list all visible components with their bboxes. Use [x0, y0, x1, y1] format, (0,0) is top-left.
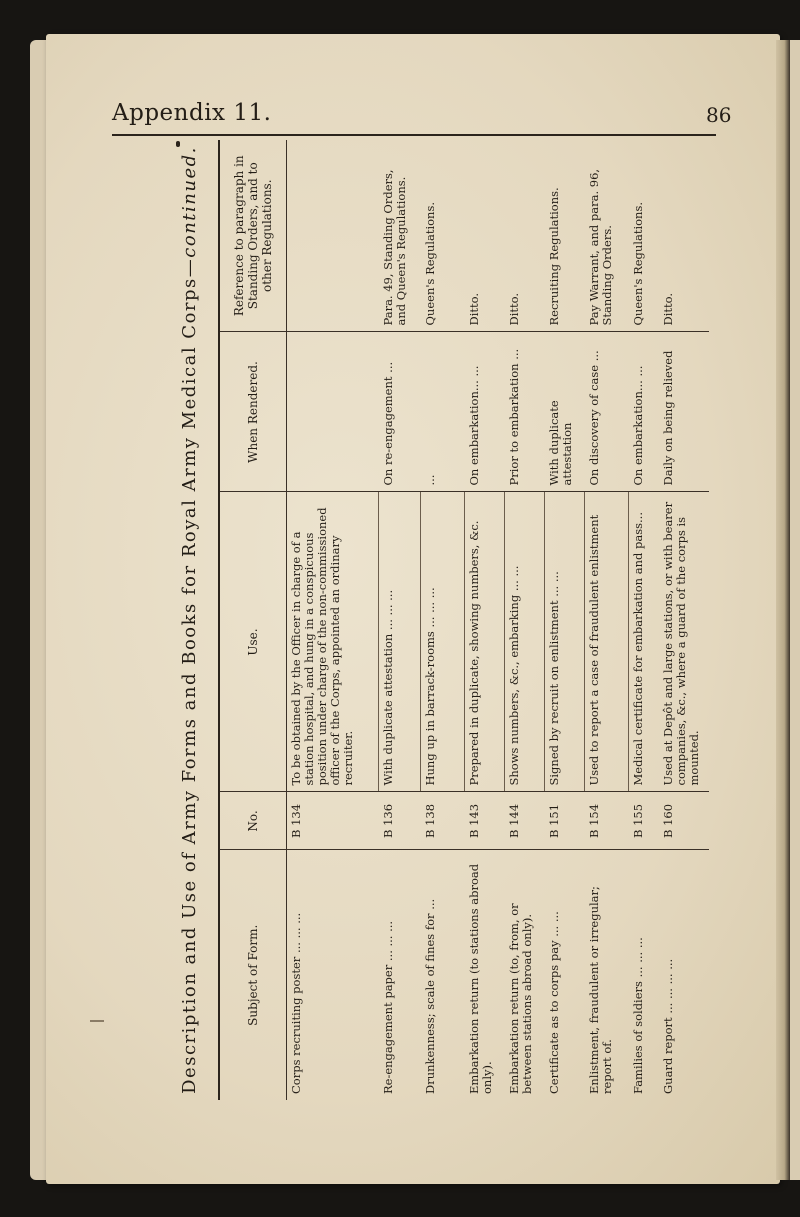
table-row	[545, 140, 585, 1100]
cell-when: Prior to embarkation ...	[505, 332, 545, 492]
cell-when: ...	[421, 332, 465, 492]
cell-when: On discovery of case ...	[585, 332, 629, 492]
header-rule	[112, 134, 716, 136]
cell-when: With duplicate attestation	[545, 332, 585, 492]
table-title	[170, 140, 210, 1100]
cell-subject: Enlistment, fraudulent or irregular; report of.	[586, 886, 614, 1094]
cell-subject: Certificate as to corps pay ... ...	[546, 911, 561, 1094]
cell-subject: Guard report ... ... ... ...	[660, 958, 675, 1094]
cell-no: B 134	[287, 792, 379, 850]
table-header-row	[219, 140, 287, 1100]
cell-reference: Para. 49, Standing Orders, and Queen's Regulations.	[379, 140, 421, 332]
cell-use: With duplicate attestation ... ... ...	[379, 492, 421, 792]
cell-no: B 154	[585, 792, 629, 850]
header-when: When Rendered.	[219, 332, 287, 492]
cell-reference: Recruiting Regulations.	[545, 140, 585, 332]
cell-reference: Pay Warrant, and para. 96, Standing Orders.	[585, 140, 629, 332]
cell-when: On re-engagement ...	[379, 332, 421, 492]
cell-when: Daily on being relieved	[659, 332, 709, 492]
forms-table	[218, 140, 709, 1100]
cell-when: On embarkation... ...	[629, 332, 659, 492]
cell-use: Signed by recruit on enlistment ... ...	[545, 492, 585, 792]
cell-no: B 143	[465, 792, 505, 850]
cell-subject: Embarkation return (to stations abroad only).	[466, 863, 494, 1094]
table-row	[287, 140, 379, 1100]
page-edge	[776, 40, 790, 1180]
cell-use: Hung up in barrack-rooms ... ... ...	[421, 492, 465, 792]
cell-subject: Corps recruiting poster ... ... ...	[289, 912, 303, 1094]
appendix-title: Appendix 11.	[112, 100, 272, 126]
cell-no: B 138	[421, 792, 465, 850]
cell-use: Medical certificate for embarkation and pass...	[629, 492, 659, 792]
cell-no: B 136	[379, 792, 421, 850]
cell-no: B 144	[505, 792, 545, 850]
cell-use: Used at Depôt and large stations, or with bearer companies, &c., where a guard of the corps is mounted.	[659, 492, 709, 792]
table-row	[505, 140, 545, 1100]
cell-reference: Queen's Regulations.	[629, 140, 659, 332]
header-use: Use.	[219, 492, 287, 792]
table-title-main: Description and Use of Army Forms and Books for Royal Army Medical Corps—	[179, 257, 200, 1094]
cell-use: Prepared in duplicate, showing numbers, &c.	[465, 492, 505, 792]
cell-use: Shows numbers, &c., embarking ... ...	[505, 492, 545, 792]
margin-mark	[90, 1020, 104, 1022]
table-row	[585, 140, 629, 1100]
cell-subject: Re-engagement paper ... ... ...	[380, 920, 395, 1094]
table-row	[659, 140, 709, 1100]
cell-reference: Ditto.	[465, 140, 505, 332]
table-row	[629, 140, 659, 1100]
cell-when: On embarkation... ...	[465, 332, 505, 492]
cell-use: To be obtained by the Officer in charge of a station hospital, and hung in a conspicuous position under charge of the non-commissioned officer of the Corps, appointed an ordinary recruiter.	[287, 492, 379, 792]
cell-use: Used to report a case of fraudulent enlistment	[585, 492, 629, 792]
table-row	[421, 140, 465, 1100]
cell-subject: Drunkenness; scale of fines for ...	[422, 898, 437, 1094]
cell-reference	[287, 140, 379, 332]
cell-subject: Families of soldiers ... ... ...	[630, 937, 645, 1094]
table-title-continued: continued.	[179, 146, 200, 258]
header-reference: Reference to paragraph in Standing Orders, and to other Regulations.	[219, 140, 287, 332]
cell-no: B 151	[545, 792, 585, 850]
cell-subject: Embarkation return (to, from, or between stations abroad only).	[506, 903, 534, 1094]
table-row	[379, 140, 421, 1100]
cell-reference: Queen's Regulations.	[421, 140, 465, 332]
cell-no: B 160	[659, 792, 709, 850]
page-number: 86	[706, 103, 732, 127]
rotated-table-block	[170, 140, 730, 1100]
cell-reference: Ditto.	[505, 140, 545, 332]
cell-when	[287, 332, 379, 492]
cell-reference: Ditto.	[659, 140, 709, 332]
cell-no: B 155	[629, 792, 659, 850]
table-row	[465, 140, 505, 1100]
header-no: No.	[219, 792, 287, 850]
header-subject: Subject of Form.	[219, 850, 287, 1100]
